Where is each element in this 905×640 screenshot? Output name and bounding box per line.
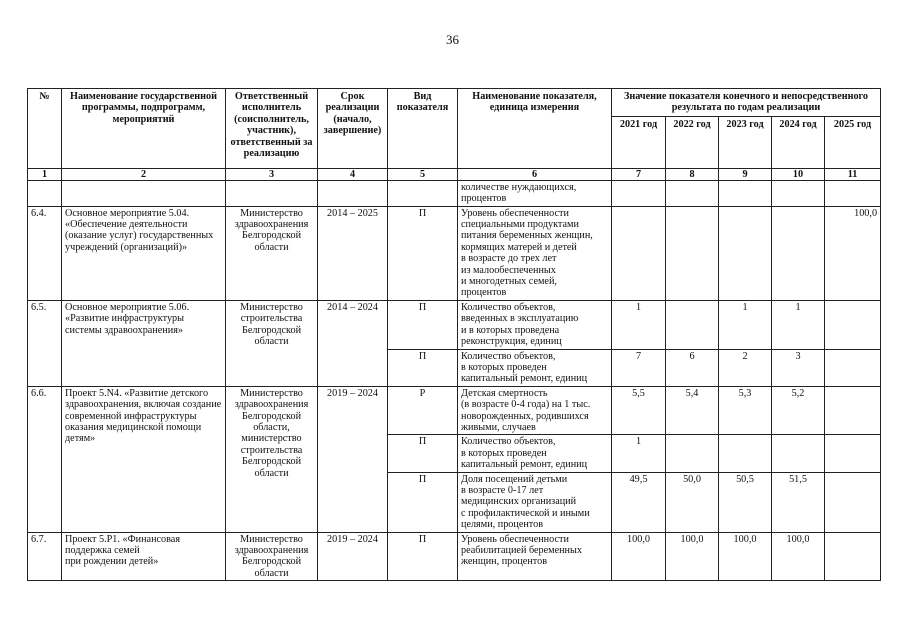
indicator-value: 100,0	[719, 532, 772, 581]
indicator-type: П	[388, 532, 458, 581]
indicator-value	[825, 472, 881, 532]
indicator-value: 5,2	[772, 386, 825, 435]
indicator-value	[772, 206, 825, 300]
indicator-name: количестве нуждающихся, процентов	[458, 180, 612, 206]
indicator-value: 50,5	[719, 472, 772, 532]
indicator-name: Уровень обеспеченности специальными продуктами питания беременных женщин, кормящих матерей и детей в возрасте до трех лет из малообеспеченных и многодетных семей, процентов	[458, 206, 612, 300]
indicator-value	[666, 435, 719, 472]
header-period: Срок реализации (начало, завершение)	[318, 89, 388, 169]
indicator-value: 1	[612, 435, 666, 472]
indicator-type: П	[388, 435, 458, 472]
indicator-value	[825, 435, 881, 472]
indicator-value	[666, 206, 719, 300]
column-number: 11	[825, 168, 881, 180]
indicator-value	[772, 435, 825, 472]
indicator-value: 7	[612, 349, 666, 386]
continuation-row	[28, 180, 881, 206]
indicator-value: 49,5	[612, 472, 666, 532]
header-executor: Ответственный исполнитель (соисполнитель, участник), ответственный за реализацию	[226, 89, 318, 169]
row-number: 6.7.	[28, 532, 62, 581]
indicator-value: 3	[772, 349, 825, 386]
column-numbers-row	[28, 168, 881, 180]
header-year: 2025 год	[825, 116, 881, 168]
column-number: 6	[458, 168, 612, 180]
indicator-type: П	[388, 472, 458, 532]
indicator-value	[825, 300, 881, 349]
program-name: Основное мероприятие 5.06. «Развитие инфраструктуры системы здравоохранения»	[62, 300, 226, 386]
indicator-type: П	[388, 300, 458, 349]
program-name: Основное мероприятие 5.04. «Обеспечение деятельности (оказание услуг) государственных учреждений (организаций)»	[62, 206, 226, 300]
period: 2014 – 2025	[318, 206, 388, 300]
executor: Министерство здравоохранения Белгородской области	[226, 532, 318, 581]
program-name: Проект 5.Р1. «Финансовая поддержка семей при рождении детей»	[62, 532, 226, 581]
indicator-value: 100,0	[612, 532, 666, 581]
header-indicator-type: Вид показателя	[388, 89, 458, 169]
indicator-value: 100,0	[772, 532, 825, 581]
indicator-value	[825, 532, 881, 581]
indicator-value	[825, 386, 881, 435]
indicator-value	[612, 206, 666, 300]
table-row	[28, 300, 881, 349]
indicator-name: Количество объектов, введенных в эксплуатацию и в которых проведена реконструкция, единиц	[458, 300, 612, 349]
indicator-value: 1	[719, 300, 772, 349]
column-number: 10	[772, 168, 825, 180]
indicator-name: Количество объектов, в которых проведен капитальный ремонт, единиц	[458, 435, 612, 472]
indicator-type: П	[388, 349, 458, 386]
indicator-value: 1	[772, 300, 825, 349]
program-name: Проект 5.N4. «Развитие детского здравоохранения, включая создание современной инфраструктуры оказания медицинской помощи детям»	[62, 386, 226, 532]
header-number: №	[28, 89, 62, 169]
indicator-value	[719, 435, 772, 472]
column-number: 8	[666, 168, 719, 180]
page-number: 36	[446, 32, 459, 47]
indicator-name: Доля посещений детьми в возрасте 0-17 лет медицинских организаций с профилактической и иными целями, процентов	[458, 472, 612, 532]
period: 2019 – 2024	[318, 386, 388, 532]
row-number: 6.6.	[28, 386, 62, 532]
header-year: 2021 год	[612, 116, 666, 168]
indicator-value	[666, 300, 719, 349]
period: 2014 – 2024	[318, 300, 388, 386]
table-row	[28, 206, 881, 300]
indicator-value: 5,3	[719, 386, 772, 435]
indicator-value	[719, 206, 772, 300]
header-values-group: Значение показателя конечного и непосредственного результата по годам реализации	[612, 89, 881, 117]
period: 2019 – 2024	[318, 532, 388, 581]
header-year: 2023 год	[719, 116, 772, 168]
indicator-value: 2	[719, 349, 772, 386]
column-number: 5	[388, 168, 458, 180]
indicator-value: 100,0	[666, 532, 719, 581]
indicator-name: Детская смертность (в возрасте 0-4 года) на 1 тыс. новорожденных, родившихся живыми, случаев	[458, 386, 612, 435]
indicator-value	[825, 349, 881, 386]
indicator-value: 5,5	[612, 386, 666, 435]
row-number: 6.4.	[28, 206, 62, 300]
indicator-value: 50,0	[666, 472, 719, 532]
indicator-name: Уровень обеспеченности реабилитацией беременных женщин, процентов	[458, 532, 612, 581]
executor: Министерство здравоохранения Белгородской области, министерство строительства Белгородской области	[226, 386, 318, 532]
table-row	[28, 532, 881, 581]
indicator-type: Р	[388, 386, 458, 435]
indicators-table	[27, 88, 881, 581]
header-year: 2022 год	[666, 116, 719, 168]
header-year: 2024 год	[772, 116, 825, 168]
indicator-type: П	[388, 206, 458, 300]
indicator-value: 6	[666, 349, 719, 386]
column-number: 1	[28, 168, 62, 180]
indicator-value: 1	[612, 300, 666, 349]
column-number: 3	[226, 168, 318, 180]
column-number: 2	[62, 168, 226, 180]
indicator-value: 100,0	[825, 206, 881, 300]
column-number: 9	[719, 168, 772, 180]
column-number: 7	[612, 168, 666, 180]
row-number: 6.5.	[28, 300, 62, 386]
executor: Министерство строительства Белгородской области	[226, 300, 318, 386]
executor: Министерство здравоохранения Белгородской области	[226, 206, 318, 300]
indicator-name: Количество объектов, в которых проведен капитальный ремонт, единиц	[458, 349, 612, 386]
header-program-name: Наименование государственной программы, подпрограмм, мероприятий	[62, 89, 226, 169]
header-indicator-name: Наименование показателя, единица измерения	[458, 89, 612, 169]
column-number: 4	[318, 168, 388, 180]
indicator-value: 51,5	[772, 472, 825, 532]
table-row	[28, 386, 881, 435]
indicator-value: 5,4	[666, 386, 719, 435]
